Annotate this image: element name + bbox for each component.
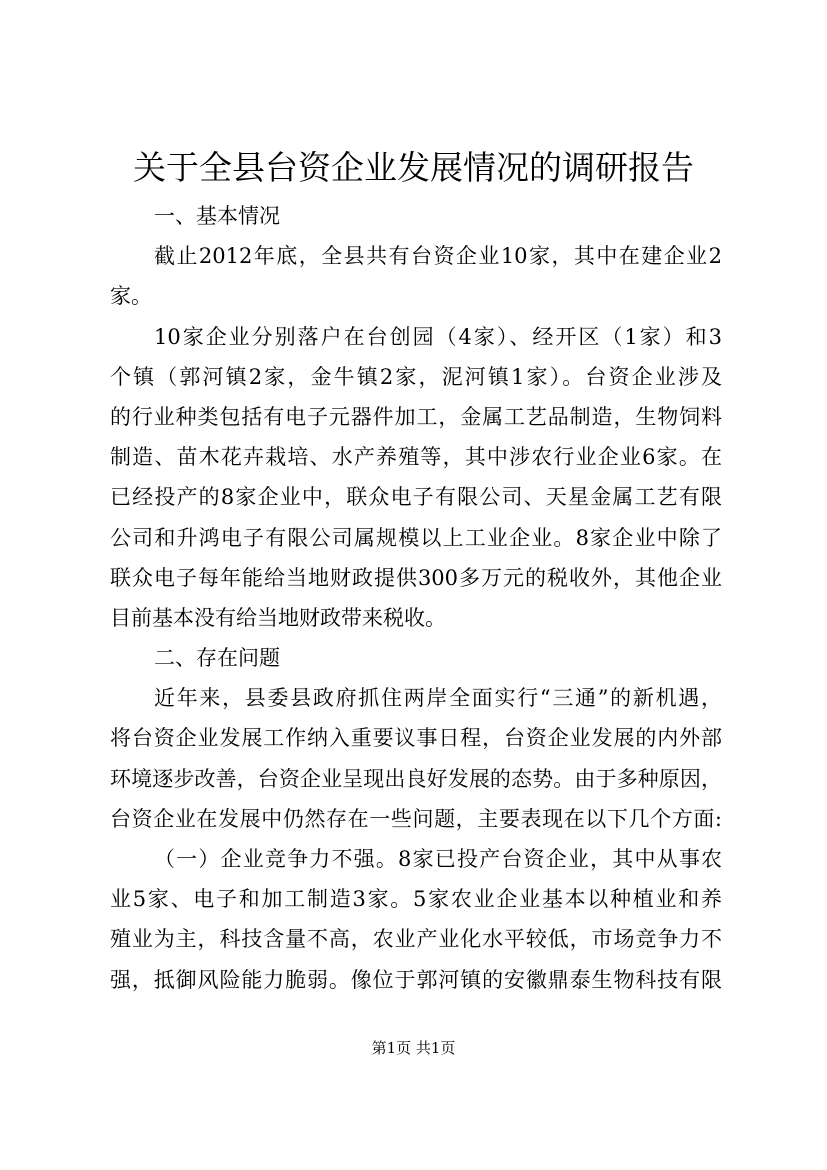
paragraph-line: 业5家、电子和加工制造3家。5家农业企业基本以种植业和养 [110, 887, 722, 912]
paragraph-line: 个镇（郭河镇2家，金牛镇2家，泥河镇1家）。台资企业涉及 [110, 364, 722, 389]
paragraph-line: 台资企业在发展中仍然存在一些问题，主要表现在以下几个方面: [110, 806, 722, 831]
section-heading-problems: 二、存在问题 [154, 646, 280, 671]
paragraph-line: 将台资企业发展工作纳入重要议事日程，台资企业发展的内外部 [110, 726, 722, 751]
paragraph-line: 10家企业分别落户在台创园（4家）、经开区（1家）和3 [154, 324, 722, 349]
paragraph-line: 目前基本没有给当地财政带来税收。 [110, 605, 446, 630]
paragraph-line: 环境逐步改善，台资企业呈现出良好发展的态势。由于多种原因， [110, 766, 722, 791]
document-body [110, 196, 722, 1000]
paragraph-line: 截止2012年底，全县共有台资企业10家，其中在建企业2 [154, 244, 722, 269]
paragraph-line: 已经投产的8家企业中，联众电子有限公司、天星金属工艺有限 [110, 485, 722, 510]
paragraph-line: 制造、苗木花卉栽培、水产养殖等，其中涉农行业企业6家。在 [110, 445, 722, 470]
paragraph-line: 近年来，县委县政府抓住两岸全面实行“三通”的新机遇， [154, 686, 722, 711]
paragraph-line: 殖业为主，科技含量不高，农业产业化水平较低，市场竞争力不 [110, 927, 722, 952]
section-heading-basic: 一、基本情况 [154, 204, 280, 228]
paragraph-line: 公司和升鸿电子有限公司属规模以上工业企业。8家企业中除了 [110, 525, 722, 550]
page-footer: 第1页 共1页 [371, 1039, 456, 1057]
document-title: 关于全县台资企业发展情况的调研报告 [133, 148, 694, 187]
paragraph-line: （一）企业竞争力不强。8家已投产台资企业，其中从事农 [154, 847, 722, 871]
paragraph-line: 家。 [110, 284, 152, 309]
paragraph-line: 联众电子每年能给当地财政提供300多万元的税收外，其他企业 [110, 565, 722, 590]
paragraph-line: 的行业种类包括有电子元器件加工，金属工艺品制造，生物饲料 [110, 404, 722, 429]
paragraph-line: 强，抵御风险能力脆弱。像位于郭河镇的安徽鼎泰生物科技有限 [110, 967, 722, 992]
